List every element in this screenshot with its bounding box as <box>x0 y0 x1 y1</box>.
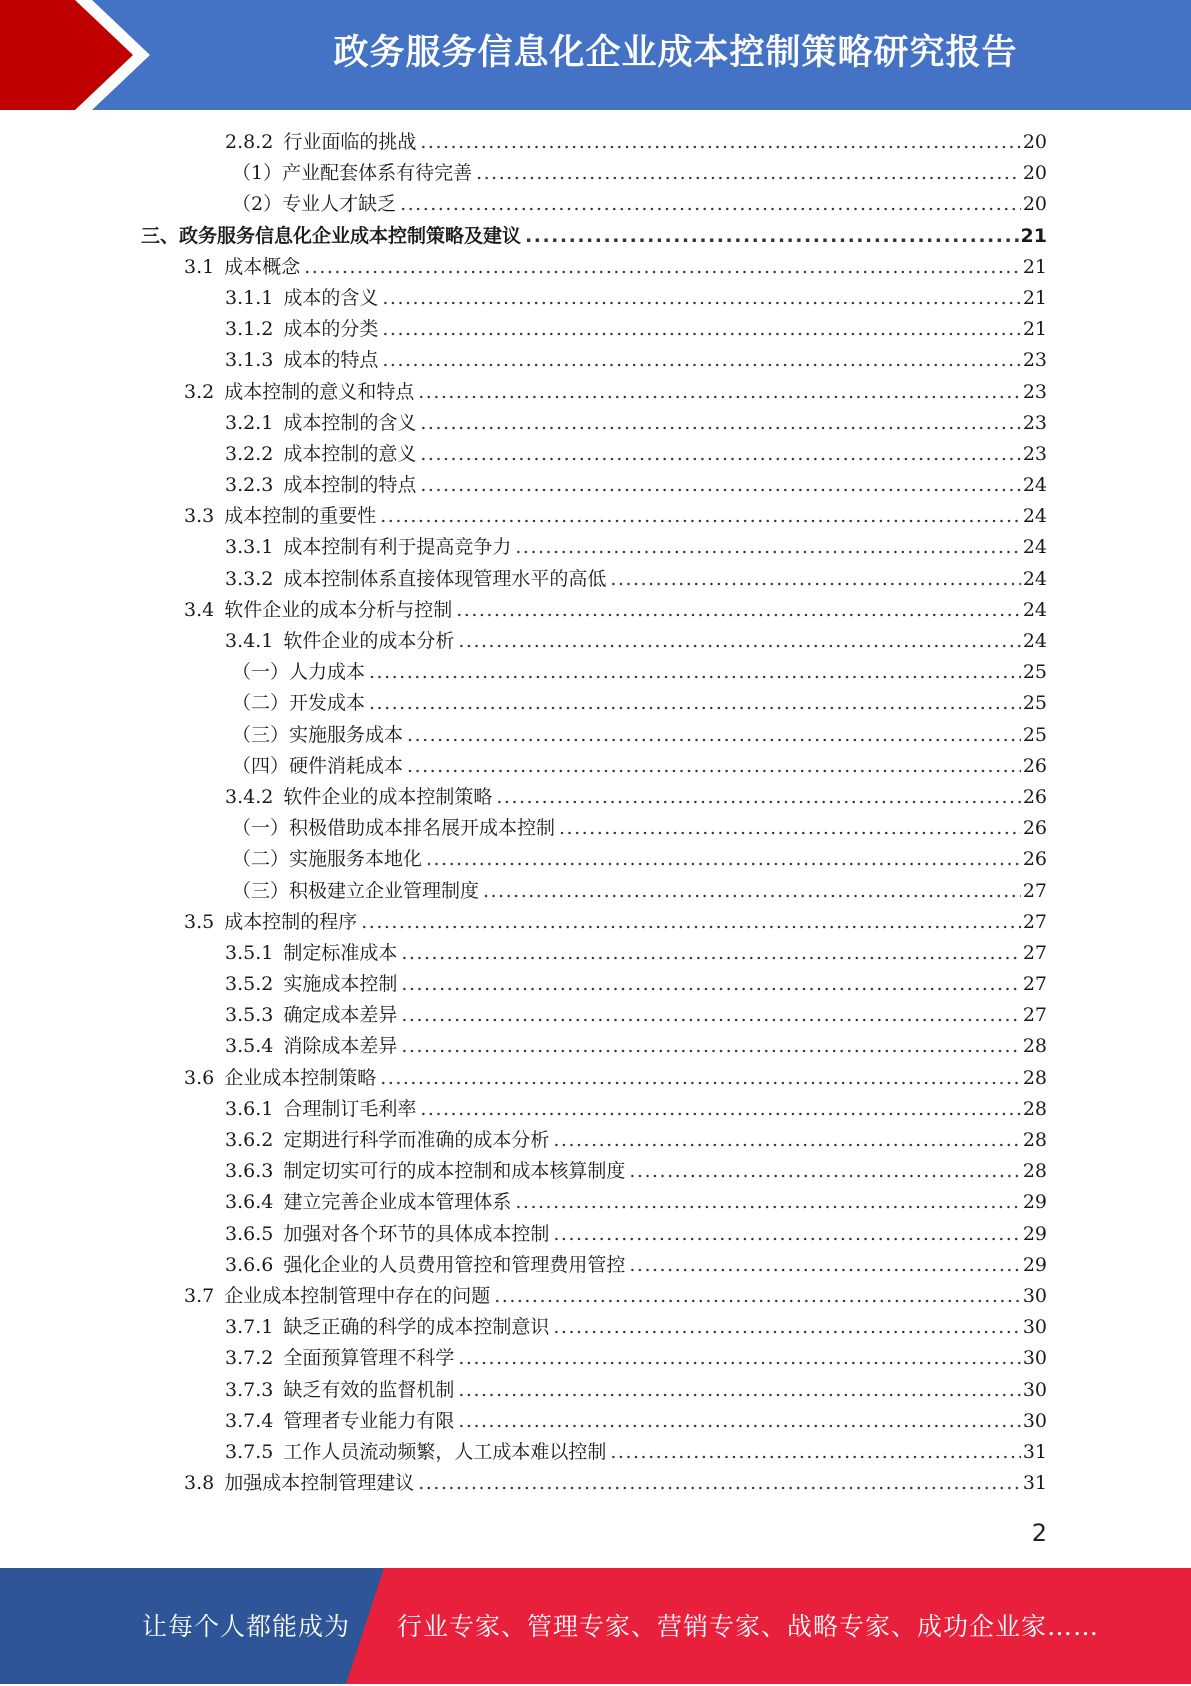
toc-entry-page: 25 <box>1022 692 1047 715</box>
toc-entry-page: 20 <box>1022 162 1047 185</box>
toc-entry-number: 3.6.6 <box>225 1253 274 1276</box>
toc-dot-leader <box>420 127 1020 158</box>
toc-dot-leader <box>476 158 1021 189</box>
toc-dot-leader <box>483 876 1021 907</box>
toc-entry-title: 成本控制体系直接体现管理水平的高低 <box>283 567 607 590</box>
toc-entry[interactable] <box>0 1187 1191 1218</box>
toc-entry[interactable] <box>0 907 1191 938</box>
toc-entry[interactable] <box>0 938 1191 969</box>
toc-entry-page: 25 <box>1022 723 1047 746</box>
footer-banner <box>0 1568 1191 1684</box>
footer-slogan-right: 行业专家、管理专家、营销专家、战略专家、成功企业家…… <box>397 1612 1100 1641</box>
toc-dot-leader <box>400 189 1021 220</box>
toc-entry-title: 确定成本差异 <box>283 1004 398 1027</box>
toc-dot-leader <box>418 1468 1021 1499</box>
toc-entry-number: 3.2.1 <box>225 411 274 434</box>
toc-dot-leader <box>369 688 1021 719</box>
toc-dot-leader <box>382 345 1020 376</box>
toc-entry-page: 28 <box>1022 1129 1047 1151</box>
toc-entry-number: 3.1.1 <box>225 286 274 309</box>
toc-entry-page: 25 <box>1022 661 1047 684</box>
toc-entry[interactable] <box>0 221 1191 252</box>
toc-entry[interactable] <box>0 751 1191 782</box>
toc-entry-title: （四）硬件消耗成本 <box>232 754 404 777</box>
toc-entry[interactable] <box>0 314 1191 345</box>
toc-entry-title: （三）积极建立企业管理制度 <box>232 879 480 902</box>
toc-entry[interactable] <box>0 720 1191 751</box>
toc-entry[interactable] <box>0 1031 1191 1062</box>
toc-entry[interactable] <box>0 439 1191 470</box>
toc-dot-leader <box>426 844 1021 875</box>
toc-dot-leader <box>494 1281 1021 1312</box>
toc-entry-page: 30 <box>1022 1284 1047 1307</box>
toc-entry[interactable] <box>0 189 1191 220</box>
toc-entry-page: 30 <box>1022 1378 1047 1401</box>
toc-dot-leader <box>515 1187 1020 1218</box>
toc-dot-leader <box>420 408 1020 439</box>
toc-entry-page: 28 <box>1022 1035 1047 1058</box>
header-arrow-decoration <box>0 0 160 110</box>
toc-entry-title: 成本控制的意义和特点 <box>224 380 415 403</box>
toc-entry[interactable] <box>0 1250 1191 1281</box>
toc-entry-page: 30 <box>1022 1409 1047 1432</box>
toc-entry-title: 定期进行科学而准确的成本分析 <box>283 1129 550 1151</box>
toc-entry-title: 缺乏有效的监督机制 <box>283 1378 455 1401</box>
toc-entry-title: （1）产业配套体系有待完善 <box>232 162 473 185</box>
toc-entry-title: （一）人力成本 <box>232 661 366 684</box>
toc-entry[interactable] <box>0 252 1191 283</box>
report-title: 政务服务信息化企业成本控制策略研究报告 <box>333 33 1018 73</box>
toc-entry-title: （二）实施服务本地化 <box>232 848 423 871</box>
toc-entry-title: （一）积极借助成本排名展开成本控制 <box>232 817 556 840</box>
toc-entry-page: 31 <box>1022 1472 1047 1495</box>
toc-dot-leader <box>401 1031 1020 1062</box>
toc-entry-page: 23 <box>1022 349 1047 372</box>
toc-entry-number: 3.5 <box>184 910 215 933</box>
toc-entry-title: 实施成本控制 <box>283 973 398 996</box>
toc-entry-number: 3.7.5 <box>225 1440 274 1463</box>
toc-entry-title: 成本控制的程序 <box>224 910 358 933</box>
toc-entry-page: 27 <box>1022 973 1047 996</box>
toc-dot-leader <box>401 969 1020 1000</box>
toc-entry[interactable] <box>0 1000 1191 1031</box>
toc-entry[interactable] <box>0 408 1191 439</box>
toc-entry-page: 23 <box>1022 411 1047 434</box>
toc-entry-title: 制定标准成本 <box>283 941 398 964</box>
toc-entry-number: 3.4 <box>184 598 215 621</box>
toc-entry-title: 三、政务服务信息化企业成本控制策略及建议 <box>141 224 522 247</box>
toc-entry-number: 3.3 <box>184 505 215 528</box>
toc-entry[interactable] <box>0 1125 1191 1156</box>
toc-entry-page: 24 <box>1022 567 1047 590</box>
toc-entry-page: 24 <box>1022 536 1047 559</box>
toc-dot-leader <box>458 1343 1020 1374</box>
toc-entry-title: （2）专业人才缺乏 <box>232 193 397 216</box>
toc-entry-number: 3.5.3 <box>225 1004 274 1027</box>
toc-dot-leader <box>369 657 1021 688</box>
toc-entry-page: 23 <box>1022 380 1047 403</box>
toc-entry[interactable] <box>0 1468 1191 1499</box>
toc-dot-leader <box>553 1312 1020 1343</box>
page-number: 2 <box>1031 1519 1047 1547</box>
toc-entry-number: 3.2.2 <box>225 442 274 465</box>
toc-dot-leader <box>361 907 1021 938</box>
toc-dot-leader <box>496 782 1020 813</box>
toc-entry-title: 成本的含义 <box>283 286 379 309</box>
toc-entry[interactable] <box>0 876 1191 907</box>
toc-entry[interactable] <box>0 501 1191 532</box>
toc-entry-number: 3.8 <box>184 1472 215 1495</box>
toc-entry-page: 23 <box>1022 442 1047 465</box>
toc-dot-leader <box>610 564 1020 595</box>
table-of-contents <box>0 127 1191 1499</box>
toc-entry[interactable] <box>0 345 1191 376</box>
toc-entry-page: 29 <box>1022 1222 1047 1245</box>
toc-entry-number: 2.8.2 <box>225 131 274 153</box>
toc-entry-page: 20 <box>1022 131 1047 153</box>
toc-entry-title: 强化企业的人员费用管控和管理费用管控 <box>283 1253 626 1276</box>
toc-entry-number: 3.7.4 <box>225 1409 274 1432</box>
toc-entry-title: 成本控制的意义 <box>283 442 417 465</box>
toc-dot-leader <box>458 1406 1020 1437</box>
toc-dot-leader <box>553 1125 1020 1156</box>
toc-entry[interactable] <box>0 813 1191 844</box>
footer-slogan-left: 让每个人都能成为 <box>142 1612 351 1641</box>
toc-dot-leader <box>418 377 1021 408</box>
toc-entry[interactable] <box>0 595 1191 626</box>
toc-entry[interactable] <box>0 1219 1191 1250</box>
toc-entry-title: 软件企业的成本控制策略 <box>283 785 493 808</box>
toc-entry-page: 26 <box>1022 817 1047 840</box>
report-header <box>0 0 1191 110</box>
toc-entry-page: 30 <box>1022 1347 1047 1370</box>
toc-entry-number: 3.6 <box>184 1066 215 1089</box>
toc-dot-leader <box>525 221 1019 252</box>
toc-entry-number: 3.4.1 <box>225 630 274 652</box>
toc-entry-page: 31 <box>1022 1440 1047 1463</box>
toc-entry-number: 3.6.3 <box>225 1160 274 1183</box>
toc-dot-leader <box>401 938 1020 969</box>
toc-entry-number: 3.5.1 <box>225 941 274 964</box>
toc-entry-title: 成本控制的含义 <box>283 411 417 434</box>
toc-entry-page: 30 <box>1022 1316 1047 1339</box>
toc-entry-number: 3.7.3 <box>225 1378 274 1401</box>
toc-dot-leader <box>458 626 1020 657</box>
toc-entry-number: 3.3.2 <box>225 567 274 590</box>
toc-entry-number: 3.3.1 <box>225 536 274 559</box>
toc-dot-leader <box>456 595 1021 626</box>
toc-entry-title: 消除成本差异 <box>283 1035 398 1058</box>
toc-dot-leader <box>407 720 1021 751</box>
toc-entry-page: 21 <box>1022 255 1047 278</box>
toc-entry[interactable] <box>0 844 1191 875</box>
toc-entry-page: 21 <box>1022 318 1047 341</box>
toc-entry-page: 21 <box>1020 224 1047 247</box>
toc-dot-leader <box>610 1437 1020 1468</box>
toc-entry[interactable] <box>0 1281 1191 1312</box>
toc-entry-number: 3.1.2 <box>225 318 274 341</box>
toc-entry[interactable] <box>0 127 1191 158</box>
toc-entry-number: 3.6.2 <box>225 1129 274 1151</box>
toc-entry-title: （三）实施服务成本 <box>232 723 404 746</box>
toc-entry-page: 27 <box>1022 879 1047 902</box>
toc-dot-leader <box>458 1375 1020 1406</box>
toc-dot-leader <box>553 1219 1020 1250</box>
toc-entry[interactable] <box>0 1406 1191 1437</box>
toc-entry[interactable] <box>0 158 1191 189</box>
toc-dot-leader <box>420 439 1020 470</box>
toc-entry-title: 缺乏正确的科学的成本控制意识 <box>283 1316 550 1339</box>
toc-entry[interactable] <box>0 1343 1191 1374</box>
toc-dot-leader <box>401 1000 1020 1031</box>
toc-entry[interactable] <box>0 969 1191 1000</box>
toc-entry[interactable] <box>0 1094 1191 1125</box>
toc-entry-number: 3.6.1 <box>225 1097 274 1120</box>
toc-entry-title: 建立完善企业成本管理体系 <box>283 1191 512 1214</box>
toc-entry-number: 3.7.1 <box>225 1316 274 1339</box>
toc-entry-page: 27 <box>1022 941 1047 964</box>
toc-entry[interactable] <box>0 1156 1191 1187</box>
toc-entry-number: 3.6.5 <box>225 1222 274 1245</box>
toc-entry[interactable] <box>0 782 1191 813</box>
toc-entry-number: 3.6.4 <box>225 1191 274 1214</box>
toc-entry-number: 3.4.2 <box>225 785 274 808</box>
toc-entry-page: 29 <box>1022 1253 1047 1276</box>
toc-entry[interactable] <box>0 657 1191 688</box>
toc-entry-page: 26 <box>1022 785 1047 808</box>
toc-entry-page: 27 <box>1022 910 1047 933</box>
toc-dot-leader <box>407 751 1021 782</box>
toc-dot-leader <box>304 252 1021 283</box>
toc-entry-number: 3.2.3 <box>225 474 274 497</box>
toc-entry-number: 3.5.4 <box>225 1035 274 1058</box>
toc-entry[interactable] <box>0 470 1191 501</box>
toc-entry-page: 26 <box>1022 848 1047 871</box>
toc-dot-leader <box>420 1094 1020 1125</box>
toc-entry-title: 成本控制有利于提高竞争力 <box>283 536 512 559</box>
toc-entry-title: 加强对各个环节的具体成本控制 <box>283 1222 550 1245</box>
toc-entry[interactable] <box>0 688 1191 719</box>
toc-entry-page: 24 <box>1022 474 1047 497</box>
toc-entry-title: 制定切实可行的成本控制和成本核算制度 <box>283 1160 626 1183</box>
toc-entry[interactable] <box>0 1312 1191 1343</box>
toc-entry-number: 3.5.2 <box>225 973 274 996</box>
toc-entry-title: 管理者专业能力有限 <box>283 1409 455 1432</box>
toc-entry-page: 21 <box>1022 286 1047 309</box>
toc-entry-page: 29 <box>1022 1191 1047 1214</box>
toc-entry-title: 成本概念 <box>224 255 301 278</box>
toc-entry-title: 企业成本控制策略 <box>224 1066 377 1089</box>
toc-entry-page: 24 <box>1022 630 1047 652</box>
toc-entry-title: 成本的分类 <box>283 318 379 341</box>
toc-entry-number: 3.7.2 <box>225 1347 274 1370</box>
toc-dot-leader <box>420 470 1020 501</box>
toc-entry-title: 成本的特点 <box>283 349 379 372</box>
toc-entry-title: 软件企业的成本分析与控制 <box>224 598 453 621</box>
toc-entry-number: 3.7 <box>184 1284 215 1307</box>
toc-entry[interactable] <box>0 1375 1191 1406</box>
toc-entry[interactable] <box>0 626 1191 657</box>
toc-entry-title: 软件企业的成本分析 <box>283 630 455 652</box>
toc-entry-page: 24 <box>1022 598 1047 621</box>
toc-entry-title: （二）开发成本 <box>232 692 366 715</box>
toc-entry[interactable] <box>0 377 1191 408</box>
toc-entry[interactable] <box>0 564 1191 595</box>
toc-entry-title: 成本控制的特点 <box>283 474 417 497</box>
toc-dot-leader <box>629 1156 1020 1187</box>
toc-entry-page: 28 <box>1022 1066 1047 1089</box>
toc-entry-number: 3.1.3 <box>225 349 274 372</box>
toc-entry-title: 合理制订毛利率 <box>283 1097 417 1120</box>
toc-entry[interactable] <box>0 1063 1191 1094</box>
toc-entry-title: 工作人员流动频繁，人工成本难以控制 <box>283 1440 607 1463</box>
toc-dot-leader <box>629 1250 1020 1281</box>
toc-entry-title: 行业面临的挑战 <box>283 131 417 153</box>
toc-entry-page: 28 <box>1022 1097 1047 1120</box>
toc-entry[interactable] <box>0 283 1191 314</box>
toc-entry-number: 3.2 <box>184 380 215 403</box>
toc-dot-leader <box>559 813 1021 844</box>
toc-dot-leader <box>380 1063 1021 1094</box>
toc-entry-page: 26 <box>1022 754 1047 777</box>
toc-entry-title: 加强成本控制管理建议 <box>224 1472 415 1495</box>
toc-entry[interactable] <box>0 1437 1191 1468</box>
toc-dot-leader <box>515 532 1020 563</box>
toc-dot-leader <box>380 501 1021 532</box>
toc-entry-page: 20 <box>1022 193 1047 216</box>
toc-entry-title: 企业成本控制管理中存在的问题 <box>224 1284 491 1307</box>
toc-entry-page: 24 <box>1022 505 1047 528</box>
toc-entry-page: 27 <box>1022 1004 1047 1027</box>
toc-dot-leader <box>382 314 1020 345</box>
toc-entry-title: 全面预算管理不科学 <box>283 1347 455 1370</box>
toc-entry-number: 3.1 <box>184 255 215 278</box>
toc-entry-title: 成本控制的重要性 <box>224 505 377 528</box>
toc-dot-leader <box>382 283 1020 314</box>
toc-entry-page: 28 <box>1022 1160 1047 1183</box>
toc-entry[interactable] <box>0 532 1191 563</box>
